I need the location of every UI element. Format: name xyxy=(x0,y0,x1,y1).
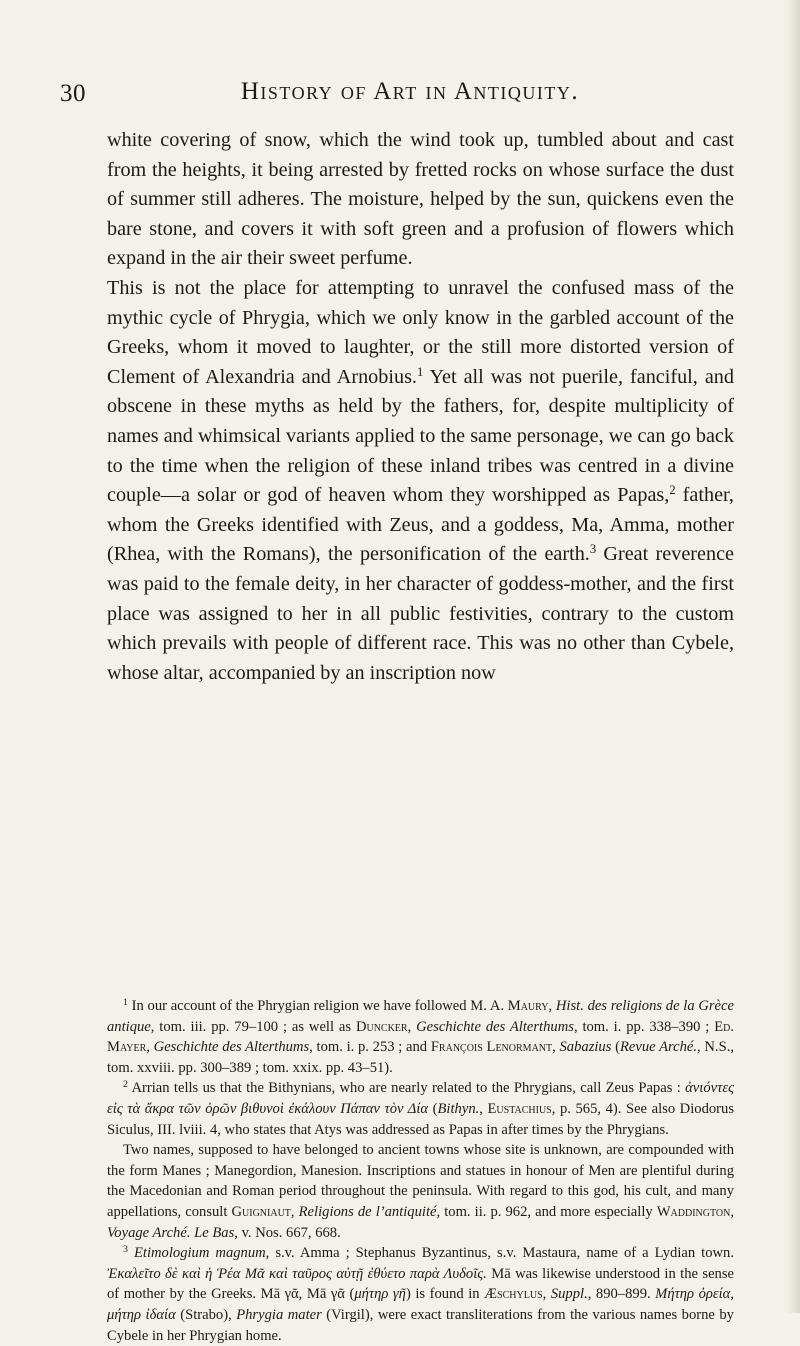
text-run: (Strabo), xyxy=(175,1306,237,1323)
greek-quote: Μήτηρ ὀρεία, μήτηρ ἰδαία xyxy=(107,1286,734,1323)
main-text xyxy=(107,126,734,688)
text-run: , xyxy=(407,1018,417,1035)
author-name: Æschylus xyxy=(484,1286,543,1303)
author-name: François Lenormant xyxy=(430,1039,553,1056)
text-run: , p. 565, 4). See also Diodorus Siculus, III. lviii. 4, who states that Atys was addressed as Papas in after times by the Phrygians. xyxy=(107,1100,735,1138)
work-title: Religions de l’antiquité xyxy=(298,1203,437,1220)
page-number: 30 xyxy=(60,80,86,107)
footnotes xyxy=(107,996,734,1346)
text-run: (Virgil), were exact transliterations from the various names borne by Cybele in her Phrygian home. xyxy=(107,1306,734,1344)
text-run: , xyxy=(290,1203,299,1220)
author-name: Duncker xyxy=(355,1018,408,1035)
text-run: In our account of the Phrygian religion we have followed M. A. xyxy=(127,998,508,1014)
footnote-mark: 1 xyxy=(123,997,128,1009)
work-title: Etimologium magnum xyxy=(133,1245,266,1262)
footnote-ref[interactable]: 3 xyxy=(589,542,597,557)
footnote-2-continued xyxy=(107,1140,734,1243)
work-title: Hist. des religions de la Grèce antique xyxy=(107,998,734,1035)
text-run: , xyxy=(552,1039,560,1056)
footnote-ref[interactable]: 2 xyxy=(669,483,676,498)
author-name: Eustachius xyxy=(487,1100,552,1117)
running-title: History of Art in Antiquity. xyxy=(240,78,580,105)
text-run: , xyxy=(146,1039,154,1056)
text-run: Mā was likewise understood in the sense of mother by the Greeks. Mā γᾶ, Mā γᾶ ( xyxy=(107,1265,735,1303)
text-run: ( xyxy=(611,1039,620,1056)
text-run: Yet all was not puerile, fanciful, and obscene in these myths as held by the fathers, for, despite multiplicity of names and whimsical variants applied to the same personage, we can go back to the time when the religion of these inland tribes was centred in a divine couple—a solar or god of heaven whom they worshipped as Papas, xyxy=(107,365,734,507)
text-run: This is not the place for attempting to unravel the confused mass of the mythic cycle of Phrygia, which we only know in the garbled account of the Greeks, whom it moved to laughter, or the still more distorted version of Clement of Alexandria and Arnobius. xyxy=(107,276,734,388)
footnote-2 xyxy=(107,1078,734,1140)
text-run: , tom. ii. p. 962, and more especially xyxy=(436,1203,657,1220)
text-run: , xyxy=(479,1100,488,1117)
author-name: Ed. Mayer xyxy=(107,1018,735,1056)
paragraph xyxy=(107,126,734,274)
text-run: , v. Nos. 667, 668. xyxy=(234,1224,341,1241)
author-name: Waddington xyxy=(656,1203,731,1220)
paragraph xyxy=(107,274,734,688)
work-title: Geschichte des Alterthums xyxy=(416,1018,574,1035)
greek-quote: Ἐκαλεῖτο δὲ καὶ ἡ Ῥέα Μᾶ καὶ ταῦρος αὐτῇ ἐθύετο παρὰ Λυδοῖς. xyxy=(107,1265,487,1282)
footnote-1 xyxy=(107,996,734,1078)
author-name: Maury xyxy=(507,998,549,1014)
text-run: , N.S., tom. xxviii. pp. 300–389 ; tom. xxix. pp. 43–51). xyxy=(107,1039,734,1076)
footnote-ref[interactable]: 1 xyxy=(416,364,424,379)
work-title: Voyage Arché. Le Bas xyxy=(107,1224,235,1241)
text-run: ( xyxy=(428,1100,438,1117)
text-run: , tom. i. pp. 338–390 ; xyxy=(573,1018,715,1035)
work-title: Bithyn. xyxy=(437,1100,480,1117)
work-title: Sabazius xyxy=(559,1039,612,1056)
footnote-3 xyxy=(107,1243,734,1346)
text-run: , xyxy=(542,1286,551,1303)
text-run: white covering of snow, which the wind took up, tumbled about and cast from the heights, it being arrested by fretted rocks on whose surface the dust of summer still adheres. The moisture, helped by the sun, quickens even the bare stone, and covers it with soft green and a profusion of flowers which expand in the air their sweet perfume. xyxy=(107,129,734,270)
page-edge-shadow xyxy=(786,0,800,1313)
page-header xyxy=(60,76,760,110)
text-run: , 890–899. xyxy=(587,1286,656,1303)
text-run: ) is found in xyxy=(405,1286,485,1303)
text-run: Two names, supposed to have belonged to ancient towns whose site is unknown, are compounded with the form Manes ; Manegordion, Manesion. Inscriptions and statues in honour of Men are plentiful during the Macedonian and Roman period throughout the peninsula. With regard to this god, his cult, and many appellations, consult xyxy=(107,1142,734,1220)
work-title: Phrygia mater xyxy=(236,1306,322,1323)
text-run: father, whom the Greeks identified with Zeus, and a goddess, Ma, Amma, mother (Rhea, with the Romans), the personification of the earth. xyxy=(107,484,734,566)
work-title: Revue Arché. xyxy=(619,1039,698,1056)
author-name: Guigniaut xyxy=(231,1203,291,1220)
text-run: Arrian tells us that the Bithynians, who are nearly related to the Phrygians, call Zeus Papas : xyxy=(127,1080,686,1097)
footnote-mark: 3 xyxy=(123,1244,128,1256)
greek-quote: ἀνιόντες εἰς τὰ ἄκρα τῶν ὀρῶν βιθυνοὶ ἐκάλουν Πάπαν τὸν Δία xyxy=(107,1080,734,1117)
work-title: Geschichte des Alterthums xyxy=(153,1039,310,1056)
footnote-mark: 2 xyxy=(123,1079,128,1091)
text-run: , tom. iii. pp. 79–100 ; as well as xyxy=(150,1018,356,1035)
text-run: , s.v. Amma ; Stephanus Byzantinus, s.v. Mastaura, name of a Lydian town. xyxy=(265,1245,734,1262)
greek-quote: μήτηρ γῆ xyxy=(354,1286,406,1303)
work-title: Suppl. xyxy=(550,1286,588,1303)
text-run: Great reverence was paid to the female deity, in her character of goddess-mother, and the first place was assigned to her in all public festivities, contrary to the custom which prevails with people of different race. This was no other than Cybele, whose altar, accompanied by an inscription now xyxy=(107,543,734,684)
text-run: , xyxy=(730,1203,735,1220)
text-run: , tom. i. p. 253 ; and xyxy=(309,1039,431,1056)
text-run: , xyxy=(548,998,556,1014)
